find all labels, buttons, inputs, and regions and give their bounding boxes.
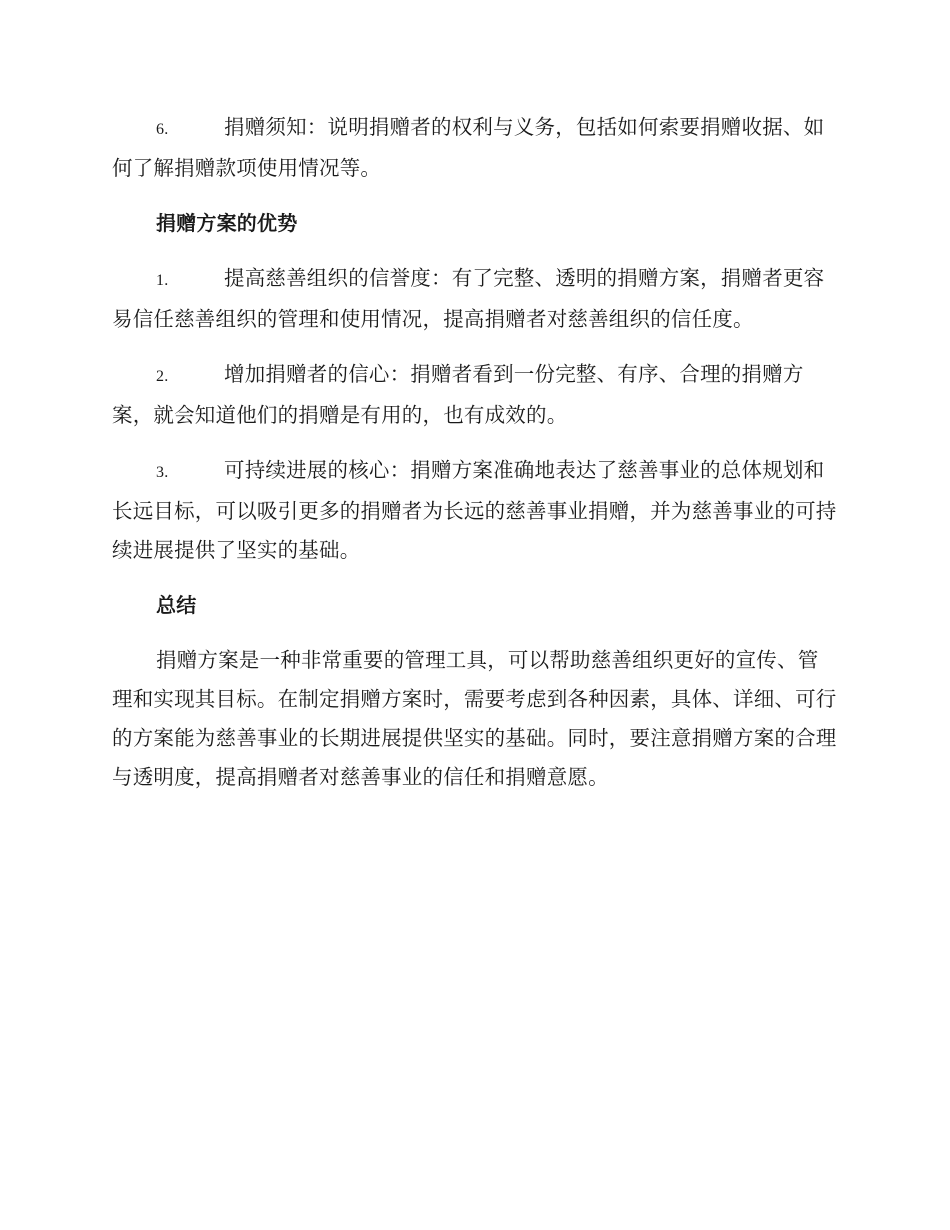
section-heading-summary: 总结	[156, 593, 197, 617]
list-number: 1.	[156, 272, 169, 289]
list-item-confidence	[112, 355, 838, 435]
list-number: 3.	[156, 464, 169, 481]
list-item-credibility	[112, 259, 838, 339]
section-heading-advantages: 捐赠方案的优势	[156, 211, 298, 235]
list-item-text: 增加捐赠者的信心：捐赠者看到一份完整、有序、合理的捐赠方案，就会知道他们的捐赠是有用的，也有成效的。	[112, 362, 804, 427]
list-item-text: 提高慈善组织的信誉度：有了完整、透明的捐赠方案，捐赠者更容易信任慈善组织的管理和使用情况，提高捐赠者对慈善组织的信任度。	[112, 266, 825, 331]
list-item-donation-notice	[112, 108, 838, 188]
list-number: 6.	[156, 121, 169, 138]
summary-paragraph: 捐赠方案是一种非常重要的管理工具，可以帮助慈善组织更好的宣传、管理和实现其目标。在制定捐赠方案时，需要考虑到各种因素，具体、详细、可行的方案能为慈善事业的长期进展提供坚实的基础。同时，要注意捐赠方案的合理与透明度，提高捐赠者对慈善事业的信任和捐赠意愿。	[112, 648, 837, 789]
document-body	[112, 108, 838, 797]
list-number: 2.	[156, 368, 169, 385]
list-item-text: 捐赠须知：说明捐赠者的权利与义务，包括如何索要捐赠收据、如何了解捐赠款项使用情况等。	[112, 115, 825, 180]
list-item-sustainability	[112, 451, 838, 570]
list-item-text: 可持续进展的核心：捐赠方案准确地表达了慈善事业的总体规划和长远目标，可以吸引更多的捐赠者为长远的慈善事业捐赠，并为慈善事业的可持续进展提供了坚实的基础。	[112, 458, 837, 562]
